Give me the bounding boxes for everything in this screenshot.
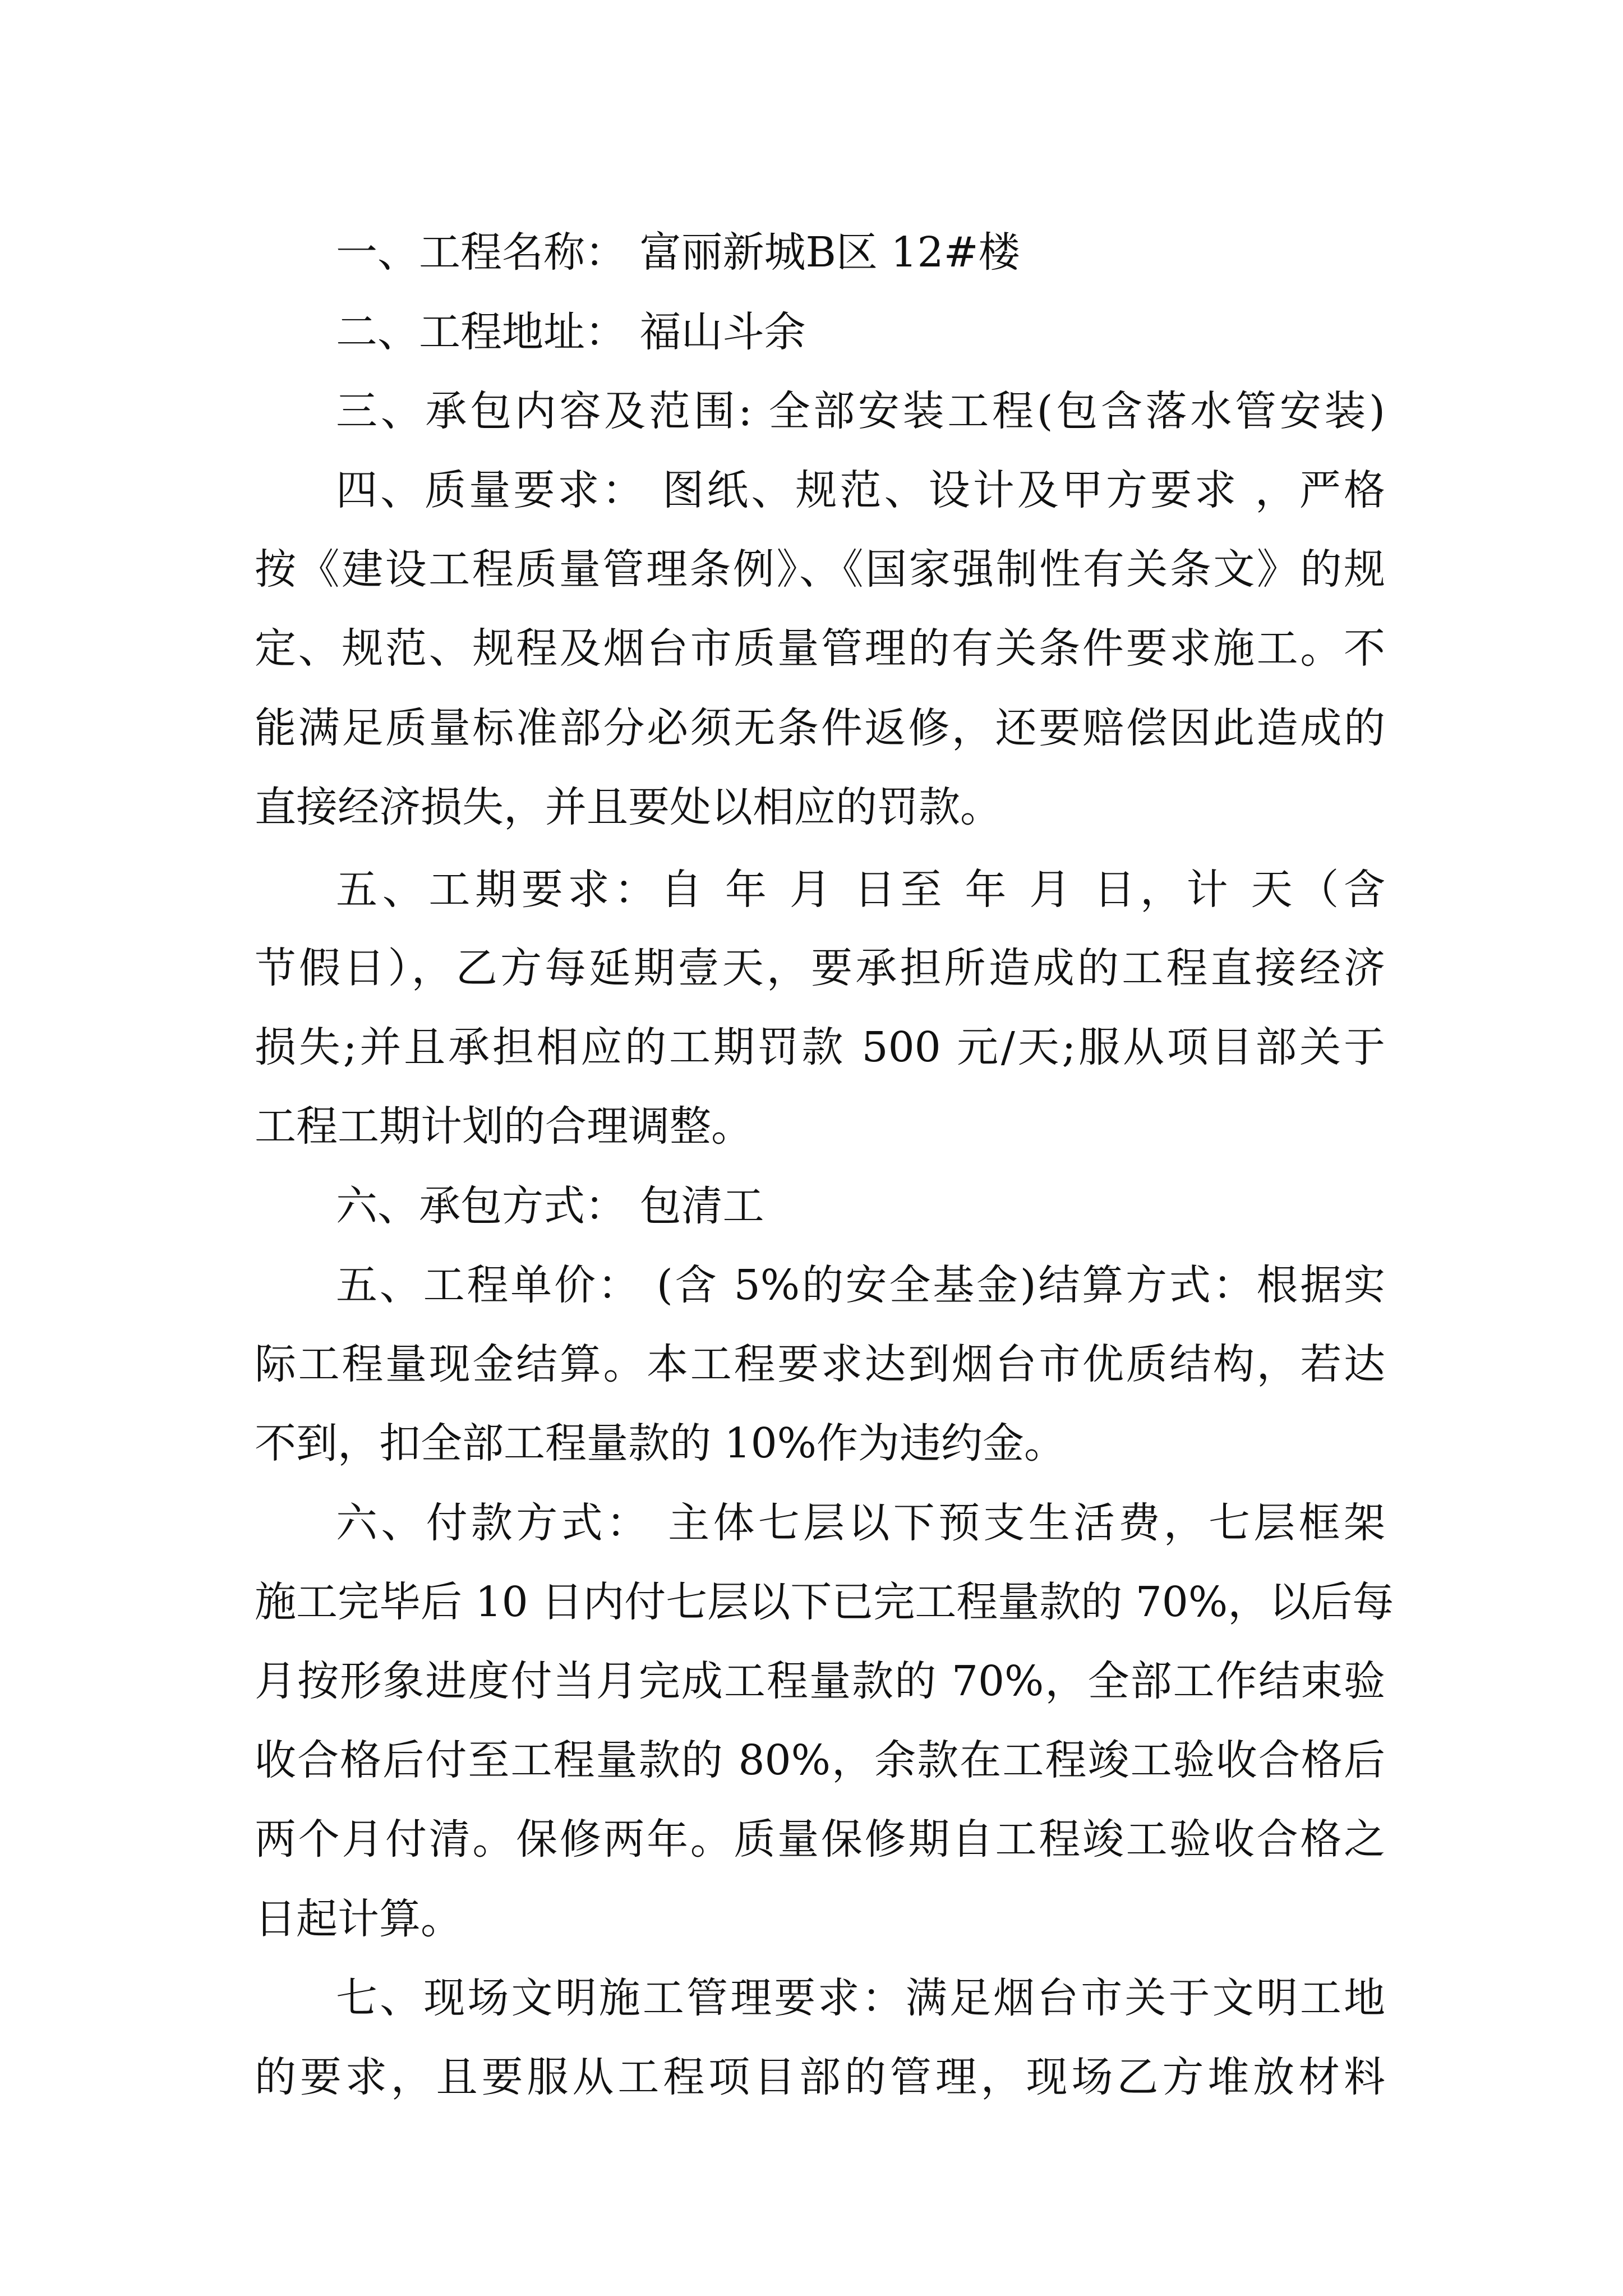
section-2-project-address: 二、工程地址： 福山斗余: [336, 308, 806, 356]
section-6-contract-method: 六、承包方式： 包清工: [336, 1182, 764, 1230]
section-7-site-management: 七、现场文明施工管理要求：满足烟台市关于文明工地: [336, 1974, 1385, 2022]
paragraph-line: 的要求，且要服从工程项目部的管理，现场乙方堆放材料: [255, 2053, 1385, 2101]
paragraph-line: 施工完毕后 10 日内付七层以下已完工程量款的 70%，以后每: [255, 1578, 1394, 1626]
paragraph-line: 日起计算。: [255, 1895, 462, 1943]
paragraph-line: 直接经济损失，并且要处以相应的罚款。: [255, 783, 1002, 831]
section-payment-method: 六、付款方式： 主体七层以下预支生活费，七层框架: [336, 1499, 1385, 1547]
paragraph-line: 两个月付清。保修两年。质量保修期自工程竣工验收合格之: [255, 1815, 1385, 1864]
paragraph-line: 不到，扣全部工程量款的 10%作为违约金。: [255, 1419, 1066, 1467]
paragraph-line: 际工程量现金结算。本工程要求达到烟台市优质结构，若达: [255, 1340, 1385, 1388]
paragraph-line: 收合格后付至工程量款的 80%，余款在工程竣工验收合格后: [255, 1736, 1385, 1784]
section-4-quality-requirements: 四、质量要求： 图纸、规范、设计及甲方要求 ，严格: [336, 466, 1385, 514]
section-1-project-name: 一、工程名称： 富丽新城B区 12#楼: [336, 228, 1020, 277]
paragraph-line: 损失;并且承担相应的工期罚款 500 元/天;服从项目部关于: [255, 1023, 1385, 1071]
paragraph-line: 节假日），乙方每延期壹天，要承担所造成的工程直接经济: [255, 944, 1385, 992]
paragraph-line: 工程工期计划的合理调整。: [255, 1102, 753, 1151]
section-unit-price: 五、工程单价： (含 5%的安全基金)结算方式：根据实: [336, 1261, 1385, 1309]
paragraph-line: 能满足质量标准部分必须无条件返修，还要赔偿因此造成的: [255, 704, 1385, 752]
section-5-schedule-requirements: 五、工期要求：自 年 月 日至 年 月 日，计 天（含: [336, 866, 1385, 914]
section-3-contract-scope: 三、承包内容及范围: 全部安装工程(包含落水管安装): [336, 387, 1385, 435]
paragraph-line: 定、规范、规程及烟台市质量管理的有关条件要求施工。不: [255, 624, 1385, 673]
paragraph-line: 按《建设工程质量管理条例》、《国家强制性有关条文》的规: [255, 545, 1385, 593]
paragraph-line: 月按形象进度付当月完成工程量款的 70%，全部工作结束验: [255, 1657, 1385, 1705]
